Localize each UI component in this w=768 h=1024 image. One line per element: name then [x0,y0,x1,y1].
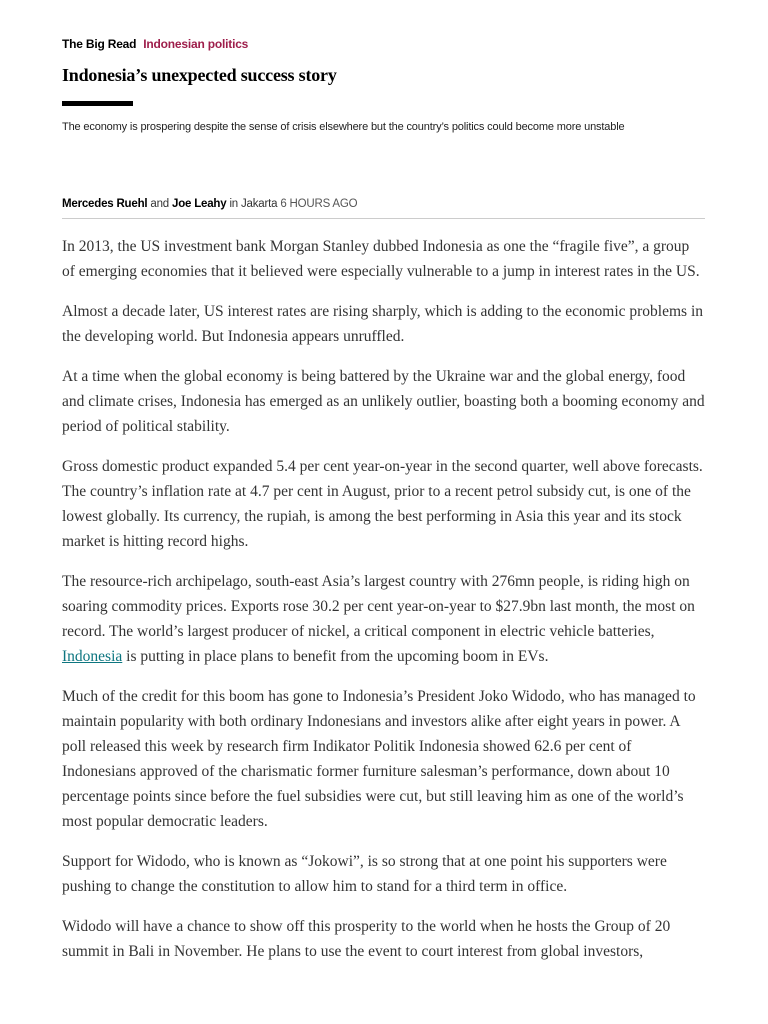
article-paragraph: Gross domestic product expanded 5.4 per cent year-on-year in the second quarter, well above forecasts. The country’s inflation rate at 4.7 per cent in August, prior to a recent petrol subsidy cut, is one of the lowest globally. Its currency, the rupiah, is among the best performing in Asia this year and its stock market is hitting record highs. [62,458,703,550]
article-paragraph: Almost a decade later, US interest rates are rising sharply, which is adding to the economic problems in the developing world. But Indonesia appears unruffled. [62,303,704,345]
byline-location: in Jakarta [229,198,278,210]
byline-divider [62,218,705,219]
article-paragraph: Widodo will have a chance to show off this prosperity to the world when he hosts the Group of 20 summit in Bali in November. He plans to use the event to court interest from global investors, [62,918,671,960]
paragraph-text: is putting in place plans to benefit from the upcoming boom in EVs. [122,648,549,665]
article-byline [62,197,705,211]
headline-rule [62,101,133,106]
article-paragraph: Much of the credit for this boom has gone to Indonesia’s President Joko Widodo, who has managed to maintain popularity with both ordinary Indonesians and investors alike after eight years in power. A poll released this week by research firm Indikator Politik Indonesia showed 62.6 per cent of Indonesians approved of the charismatic former furniture salesman’s performance, down about 10 percentage points since before the fuel subsidies were cut, but still leaving him as one of the world’s most popular democratic leaders. [62,688,696,830]
byline-timestamp: 6 HOURS AGO [280,198,358,210]
article-headline: Indonesia’s unexpected success story [62,65,337,85]
author-link-2[interactable]: Joe Leahy [172,198,227,210]
section-link[interactable]: The Big Read [62,37,137,51]
article-paragraph [62,569,705,669]
article-page [62,0,705,979]
article-body [62,234,705,964]
article-kicker [62,37,705,51]
article-standfirst: The economy is prospering despite the sense of crisis elsewhere but the country’s politics could become more unstable [62,121,625,133]
indonesia-topic-link[interactable]: Indonesia [62,648,123,665]
article-paragraph: Support for Widodo, who is known as “Jokowi”, is so strong that at one point his supporters were pushing to change the constitution to allow him to stand for a third term in office. [62,853,667,895]
byline-conjunction: and [150,198,169,210]
author-link-1[interactable]: Mercedes Ruehl [62,198,148,210]
paragraph-text: The resource-rich archipelago, south-east Asia’s largest country with 276mn people, is riding high on soaring commodity prices. Exports rose 30.2 per cent year-on-year to $27.9bn last month, the most on record. The world’s largest producer of nickel, a critical component in electric vehicle batteries, [62,573,695,640]
article-paragraph: At a time when the global economy is being battered by the Ukraine war and the global energy, food and climate crises, Indonesia has emerged as an unlikely outlier, boasting both a booming economy and period of political stability. [62,368,705,435]
article-paragraph: In 2013, the US investment bank Morgan Stanley dubbed Indonesia as one the “fragile five”, a group of emerging economies that it believed were especially vulnerable to a jump in interest rates in the US. [62,238,700,280]
topic-link[interactable]: Indonesian politics [143,37,249,51]
